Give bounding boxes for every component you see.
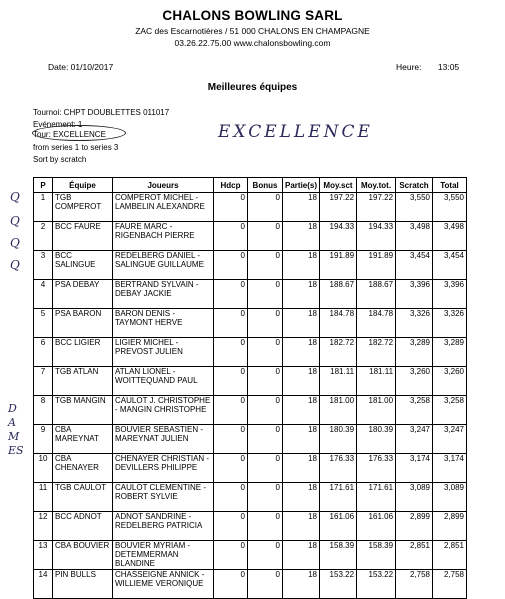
cell-joueurs: FAURE MARC - RIGENBACH PIERRE — [113, 222, 214, 251]
cell-parties: 18 — [283, 425, 320, 454]
cell-total: 2,758 — [433, 570, 467, 599]
cell-p: 11 — [34, 483, 53, 512]
cell-parties: 18 — [283, 222, 320, 251]
cell-equipe: BCC LIGIER — [53, 338, 113, 367]
cell-total: 2,899 — [433, 512, 467, 541]
cell-parties: 18 — [283, 251, 320, 280]
cell-equipe: CBA MAREYNAT — [53, 425, 113, 454]
sort-line: Sort by scratch — [33, 155, 87, 164]
cell-moysct: 181.11 — [320, 367, 357, 396]
cell-hdcp: 0 — [214, 512, 248, 541]
cell-total: 3,396 — [433, 280, 467, 309]
cell-moysct: 182.72 — [320, 338, 357, 367]
cell-equipe: PIN BULLS — [53, 570, 113, 599]
cell-joueurs: BARON DENIS - TAYMONT HERVE — [113, 309, 214, 338]
cell-joueurs: CHASSEIGNE ANNICK - WILLIEME VERONIQUE — [113, 570, 214, 599]
cell-hdcp: 0 — [214, 454, 248, 483]
cell-moysct: 176.33 — [320, 454, 357, 483]
cell-bonus: 0 — [248, 425, 283, 454]
cell-moytot: 188.67 — [357, 280, 396, 309]
cell-bonus: 0 — [248, 280, 283, 309]
table-row — [34, 251, 467, 280]
cell-moysct: 191.89 — [320, 251, 357, 280]
cell-moytot: 197.22 — [357, 193, 396, 222]
table-header-row — [34, 178, 467, 193]
cell-parties: 18 — [283, 193, 320, 222]
col-header: Joueurs — [113, 178, 214, 193]
cell-bonus: 0 — [248, 396, 283, 425]
table-row — [34, 541, 467, 570]
cell-total: 3,258 — [433, 396, 467, 425]
handwritten-excellence: EXCELLENCE — [218, 122, 373, 142]
cell-p: 5 — [34, 309, 53, 338]
table-row — [34, 396, 467, 425]
results-table — [33, 177, 467, 599]
cell-equipe: BCC FAURE — [53, 222, 113, 251]
cell-equipe: TGB CAULOT — [53, 483, 113, 512]
cell-joueurs: CAULOT CLEMENTINE - ROBERT SYLVIE — [113, 483, 214, 512]
cell-parties: 18 — [283, 367, 320, 396]
cell-joueurs: BERTRAND SYLVAIN - DEBAY JACKIE — [113, 280, 214, 309]
table-row — [34, 454, 467, 483]
cell-total: 3,174 — [433, 454, 467, 483]
cell-bonus: 0 — [248, 454, 283, 483]
cell-p: 1 — [34, 193, 53, 222]
cell-parties: 18 — [283, 483, 320, 512]
cell-bonus: 0 — [248, 570, 283, 599]
report-heading: Meilleures équipes — [207, 82, 298, 93]
table-row — [34, 570, 467, 599]
table-row — [34, 512, 467, 541]
cell-scratch: 3,326 — [396, 309, 433, 338]
cell-scratch: 2,851 — [396, 541, 433, 570]
cell-parties: 18 — [283, 338, 320, 367]
cell-joueurs: CHENAYER CHRISTIAN - DEVILLERS PHILIPPE — [113, 454, 214, 483]
cell-joueurs: REDELBERG DANIEL - SALINGUE GUILLAUME — [113, 251, 214, 280]
cell-hdcp: 0 — [214, 483, 248, 512]
margin-q-mark: Q — [10, 214, 20, 228]
cell-scratch: 3,258 — [396, 396, 433, 425]
cell-joueurs: BOUVIER SEBASTIEN - MAREYNAT JULIEN — [113, 425, 214, 454]
cell-total: 3,289 — [433, 338, 467, 367]
col-header: Scratch — [396, 178, 433, 193]
cell-moytot: 171.61 — [357, 483, 396, 512]
cell-joueurs: BOUVIER MYRIAM - DETEMMERMAN BLANDINE — [113, 541, 214, 570]
cell-parties: 18 — [283, 454, 320, 483]
cell-scratch: 3,396 — [396, 280, 433, 309]
cell-bonus: 0 — [248, 193, 283, 222]
cell-bonus: 0 — [248, 483, 283, 512]
cell-hdcp: 0 — [214, 338, 248, 367]
cell-parties: 18 — [283, 396, 320, 425]
tournoi-line: Tournoi: CHPT DOUBLETTES 011017 — [33, 108, 170, 117]
cell-total: 3,498 — [433, 222, 467, 251]
col-header: P — [34, 178, 53, 193]
cell-bonus: 0 — [248, 512, 283, 541]
cell-moytot: 158.39 — [357, 541, 396, 570]
cell-total: 3,247 — [433, 425, 467, 454]
col-header: Hdcp — [214, 178, 248, 193]
table-row — [34, 483, 467, 512]
col-header: Bonus — [248, 178, 283, 193]
cell-p: 6 — [34, 338, 53, 367]
cell-p: 9 — [34, 425, 53, 454]
cell-p: 3 — [34, 251, 53, 280]
cell-parties: 18 — [283, 512, 320, 541]
time-value: 13:05 — [437, 62, 460, 72]
cell-hdcp: 0 — [214, 251, 248, 280]
cell-equipe: BCC ADNOT — [53, 512, 113, 541]
company-contact: 03.26.22.75.00 www.chalonsbowling.com — [174, 38, 331, 48]
cell-moysct: 158.39 — [320, 541, 357, 570]
handdrawn-circle — [32, 125, 126, 141]
cell-bonus: 0 — [248, 367, 283, 396]
cell-scratch: 3,454 — [396, 251, 433, 280]
cell-p: 13 — [34, 541, 53, 570]
table-row — [34, 425, 467, 454]
cell-moytot: 191.89 — [357, 251, 396, 280]
cell-scratch: 3,089 — [396, 483, 433, 512]
cell-bonus: 0 — [248, 338, 283, 367]
cell-moysct: 161.06 — [320, 512, 357, 541]
cell-hdcp: 0 — [214, 396, 248, 425]
cell-total: 3,326 — [433, 309, 467, 338]
cell-equipe: TGB ATLAN — [53, 367, 113, 396]
cell-hdcp: 0 — [214, 541, 248, 570]
cell-moytot: 153.22 — [357, 570, 396, 599]
cell-bonus: 0 — [248, 541, 283, 570]
cell-p: 7 — [34, 367, 53, 396]
cell-hdcp: 0 — [214, 193, 248, 222]
cell-bonus: 0 — [248, 222, 283, 251]
time-label: Heure: — [396, 62, 422, 72]
cell-moysct: 194.33 — [320, 222, 357, 251]
cell-moysct: 197.22 — [320, 193, 357, 222]
cell-bonus: 0 — [248, 309, 283, 338]
cell-moysct: 181.00 — [320, 396, 357, 425]
margin-q-mark: Q — [10, 190, 20, 204]
cell-moytot: 182.72 — [357, 338, 396, 367]
col-header: Moy.tot. — [357, 178, 396, 193]
col-header: Total — [433, 178, 467, 193]
cell-moysct: 171.61 — [320, 483, 357, 512]
cell-joueurs: CAULOT J. CHRISTOPHE - MANGIN CHRISTOPHE — [113, 396, 214, 425]
cell-p: 14 — [34, 570, 53, 599]
cell-p: 4 — [34, 280, 53, 309]
cell-p: 2 — [34, 222, 53, 251]
cell-equipe: PSA BARON — [53, 309, 113, 338]
cell-moysct: 184.78 — [320, 309, 357, 338]
cell-equipe: TGB COMPEROT — [53, 193, 113, 222]
cell-scratch: 3,550 — [396, 193, 433, 222]
cell-moysct: 153.22 — [320, 570, 357, 599]
cell-hdcp: 0 — [214, 425, 248, 454]
cell-p: 12 — [34, 512, 53, 541]
cell-total: 3,454 — [433, 251, 467, 280]
cell-joueurs: ATLAN LIONEL - WOITTEQUAND PAUL — [113, 367, 214, 396]
cell-equipe: TGB MANGIN — [53, 396, 113, 425]
table-row — [34, 338, 467, 367]
table-row — [34, 193, 467, 222]
col-header: Moy.sct — [320, 178, 357, 193]
cell-parties: 18 — [283, 570, 320, 599]
cell-parties: 18 — [283, 309, 320, 338]
cell-hdcp: 0 — [214, 280, 248, 309]
report-time — [396, 62, 459, 72]
tour-line: Tour: EXCELLENCE — [33, 130, 106, 139]
cell-moytot: 194.33 — [357, 222, 396, 251]
cell-hdcp: 0 — [214, 309, 248, 338]
col-header: Partie(s) — [283, 178, 320, 193]
cell-bonus: 0 — [248, 251, 283, 280]
cell-total: 2,851 — [433, 541, 467, 570]
evenement-line: Evénement: 1 — [33, 120, 83, 129]
cell-moysct: 180.39 — [320, 425, 357, 454]
cell-parties: 18 — [283, 541, 320, 570]
cell-moytot: 161.06 — [357, 512, 396, 541]
company-address: ZAC des Escarnotières / 51 000 CHALONS EN CHAMPAGNE — [135, 26, 370, 36]
cell-scratch: 3,498 — [396, 222, 433, 251]
cell-moytot: 181.00 — [357, 396, 396, 425]
cell-moytot: 181.11 — [357, 367, 396, 396]
margin-q-mark: Q — [10, 236, 20, 250]
cell-hdcp: 0 — [214, 222, 248, 251]
cell-scratch: 2,758 — [396, 570, 433, 599]
handwritten-dames: DAMES — [8, 402, 24, 457]
cell-joueurs: ADNOT SANDRINE - REDELBERG PATRICIA — [113, 512, 214, 541]
cell-hdcp: 0 — [214, 367, 248, 396]
table-row — [34, 222, 467, 251]
cell-scratch: 3,289 — [396, 338, 433, 367]
cell-scratch: 3,174 — [396, 454, 433, 483]
table-row — [34, 280, 467, 309]
cell-joueurs: COMPEROT MICHEL - LAMBELIN ALEXANDRE — [113, 193, 214, 222]
cell-equipe: PSA DEBAY — [53, 280, 113, 309]
col-header: Équipe — [53, 178, 113, 193]
company-title: CHALONS BOWLING SARL — [162, 8, 343, 23]
cell-total: 3,550 — [433, 193, 467, 222]
cell-total: 3,260 — [433, 367, 467, 396]
margin-q-mark: Q — [10, 258, 20, 272]
cell-equipe: CBA CHENAYER — [53, 454, 113, 483]
cell-p: 10 — [34, 454, 53, 483]
cell-p: 8 — [34, 396, 53, 425]
cell-equipe: CBA BOUVIER — [53, 541, 113, 570]
cell-joueurs: LIGIER MICHEL - PREVOST JULIEN — [113, 338, 214, 367]
cell-equipe: BCC SALINGUE — [53, 251, 113, 280]
cell-moytot: 184.78 — [357, 309, 396, 338]
cell-moytot: 180.39 — [357, 425, 396, 454]
cell-scratch: 3,247 — [396, 425, 433, 454]
cell-scratch: 3,260 — [396, 367, 433, 396]
table-row — [34, 309, 467, 338]
cell-hdcp: 0 — [214, 570, 248, 599]
series-line: from series 1 to series 3 — [33, 143, 119, 152]
cell-scratch: 2,899 — [396, 512, 433, 541]
cell-moytot: 176.33 — [357, 454, 396, 483]
cell-parties: 18 — [283, 280, 320, 309]
report-date: Date: 01/10/2017 — [48, 62, 114, 72]
table-row — [34, 367, 467, 396]
cell-total: 3,089 — [433, 483, 467, 512]
cell-moysct: 188.67 — [320, 280, 357, 309]
